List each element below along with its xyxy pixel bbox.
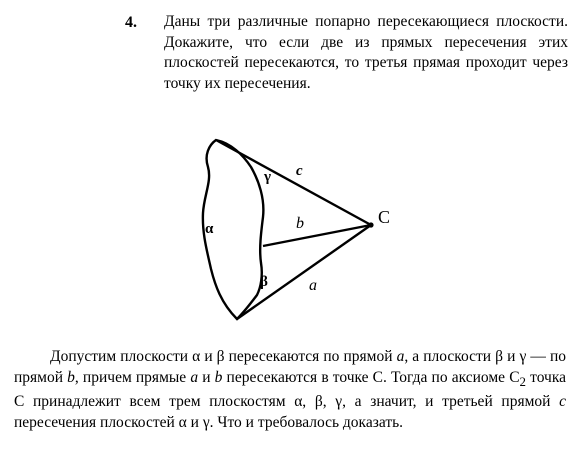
label-b: b	[296, 215, 304, 232]
axiom-subscript: 2	[519, 373, 526, 389]
label-point-c: C	[378, 207, 391, 227]
label-beta: β	[260, 274, 268, 290]
label-c: c	[296, 163, 303, 179]
label-a: a	[309, 277, 317, 294]
var-a: a	[190, 368, 199, 386]
solution-text: , причем прямые	[74, 368, 191, 386]
geometry-figure	[195, 133, 415, 333]
var-c: c	[559, 393, 566, 411]
var-b: b	[214, 368, 223, 386]
solution-text: и	[198, 368, 215, 386]
line-c	[216, 140, 371, 225]
problem-number: 4.	[125, 14, 137, 31]
point-c	[368, 222, 373, 227]
var-a: a	[396, 348, 405, 365]
solution-text: , а плоскости β и γ — по прямой	[14, 348, 566, 386]
problem-statement: Даны три различные попарно пересекающиеся плоскости. Докажите, что если две из прямых пересечения этих плоскостей пересекаются, то третья прямая проходит через точку их пересечения.	[164, 13, 568, 92]
solution-paragraph	[14, 347, 566, 433]
solution-text: пересечения плоскостей α и γ. Что и требовалось доказать.	[14, 413, 404, 431]
solution-text: пересекаются в точке С. Тогда по аксиоме С	[222, 368, 520, 386]
var-b: b	[67, 368, 75, 386]
label-alpha: α	[205, 221, 214, 237]
solution-text: точка С принадлежит всем трем плоскостям α, β, γ, а значит, и третьей прямой	[14, 368, 567, 411]
label-gamma: γ	[264, 169, 272, 185]
solution-text: Допустим плоскости α и β пересекаются по прямой	[50, 348, 397, 365]
